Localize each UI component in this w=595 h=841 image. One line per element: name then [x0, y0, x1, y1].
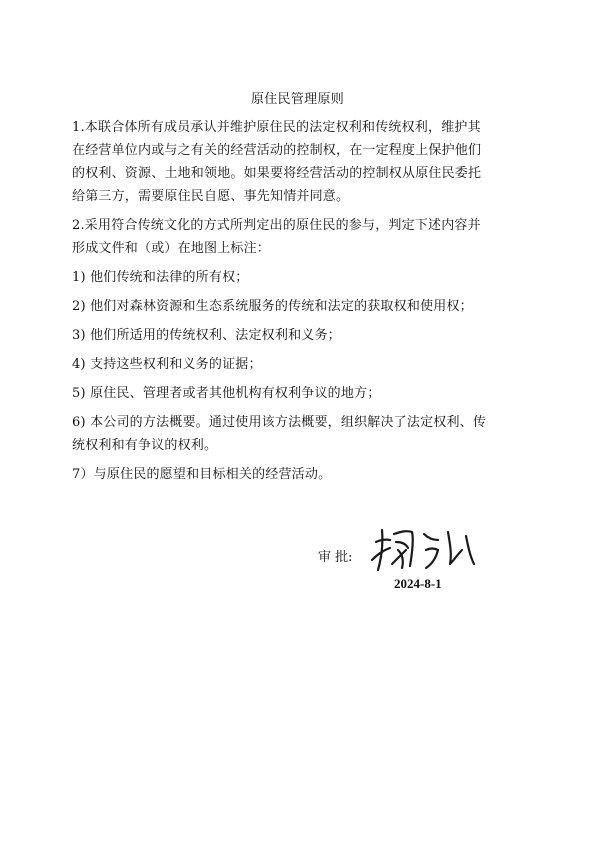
list-item-7: 7）与原住民的愿望和目标相关的经营活动。	[72, 467, 332, 482]
paragraph-2-line: 形成文件和（或）在地图上标注：	[72, 241, 271, 256]
list-item-6-line: 统权利和有争议的权利。	[72, 438, 218, 453]
paragraph-1-line: 给第三方，需要原住民自愿、事先知情并同意。	[72, 189, 350, 204]
document-date: 2024-8-1	[394, 576, 442, 591]
list-item-1: 1) 他们传统和法律的所有权；	[72, 270, 249, 285]
paragraph-1-line: 的权利、资源、土地和领地。如果要将经营活动的控制权从原住民委托	[72, 166, 482, 181]
list-item-4: 4) 支持这些权利和义务的证据；	[72, 357, 262, 372]
paragraph-1-line: 在经营单位内或与之有关的经营活动的控制权，在一定程度上保护他们	[72, 143, 482, 158]
paragraph-1	[72, 116, 524, 208]
list-item-2: 2) 他们对森林资源和生态系统服务的传统和法定的获取权和使用权；	[72, 299, 473, 314]
paragraph-2-line: 2.采用符合传统文化的方式所判定出的原住民的参与，判定下述内容并	[72, 218, 481, 233]
paragraph-1-line: 1.本联合体所有成员承认并维护原住民的法定权利和传统权利，维护其	[72, 120, 481, 135]
list-item-3: 3) 他们所适用的传统权利、法定权利和义务；	[72, 328, 341, 343]
list-item-6-line: 6) 本公司的方法概要。通过使用该方法概要，组织解决了法定权利、传	[72, 415, 487, 430]
document-body	[72, 116, 524, 486]
approval-label: 审 批:	[318, 550, 353, 565]
list-item-6	[72, 411, 524, 457]
list-item-5: 5) 原住民、管理者或者其他机构有权利争议的地方；	[72, 386, 381, 401]
paragraph-2	[72, 214, 524, 260]
handwritten-signature	[366, 520, 486, 580]
page-title: 原住民管理原则	[250, 92, 345, 107]
